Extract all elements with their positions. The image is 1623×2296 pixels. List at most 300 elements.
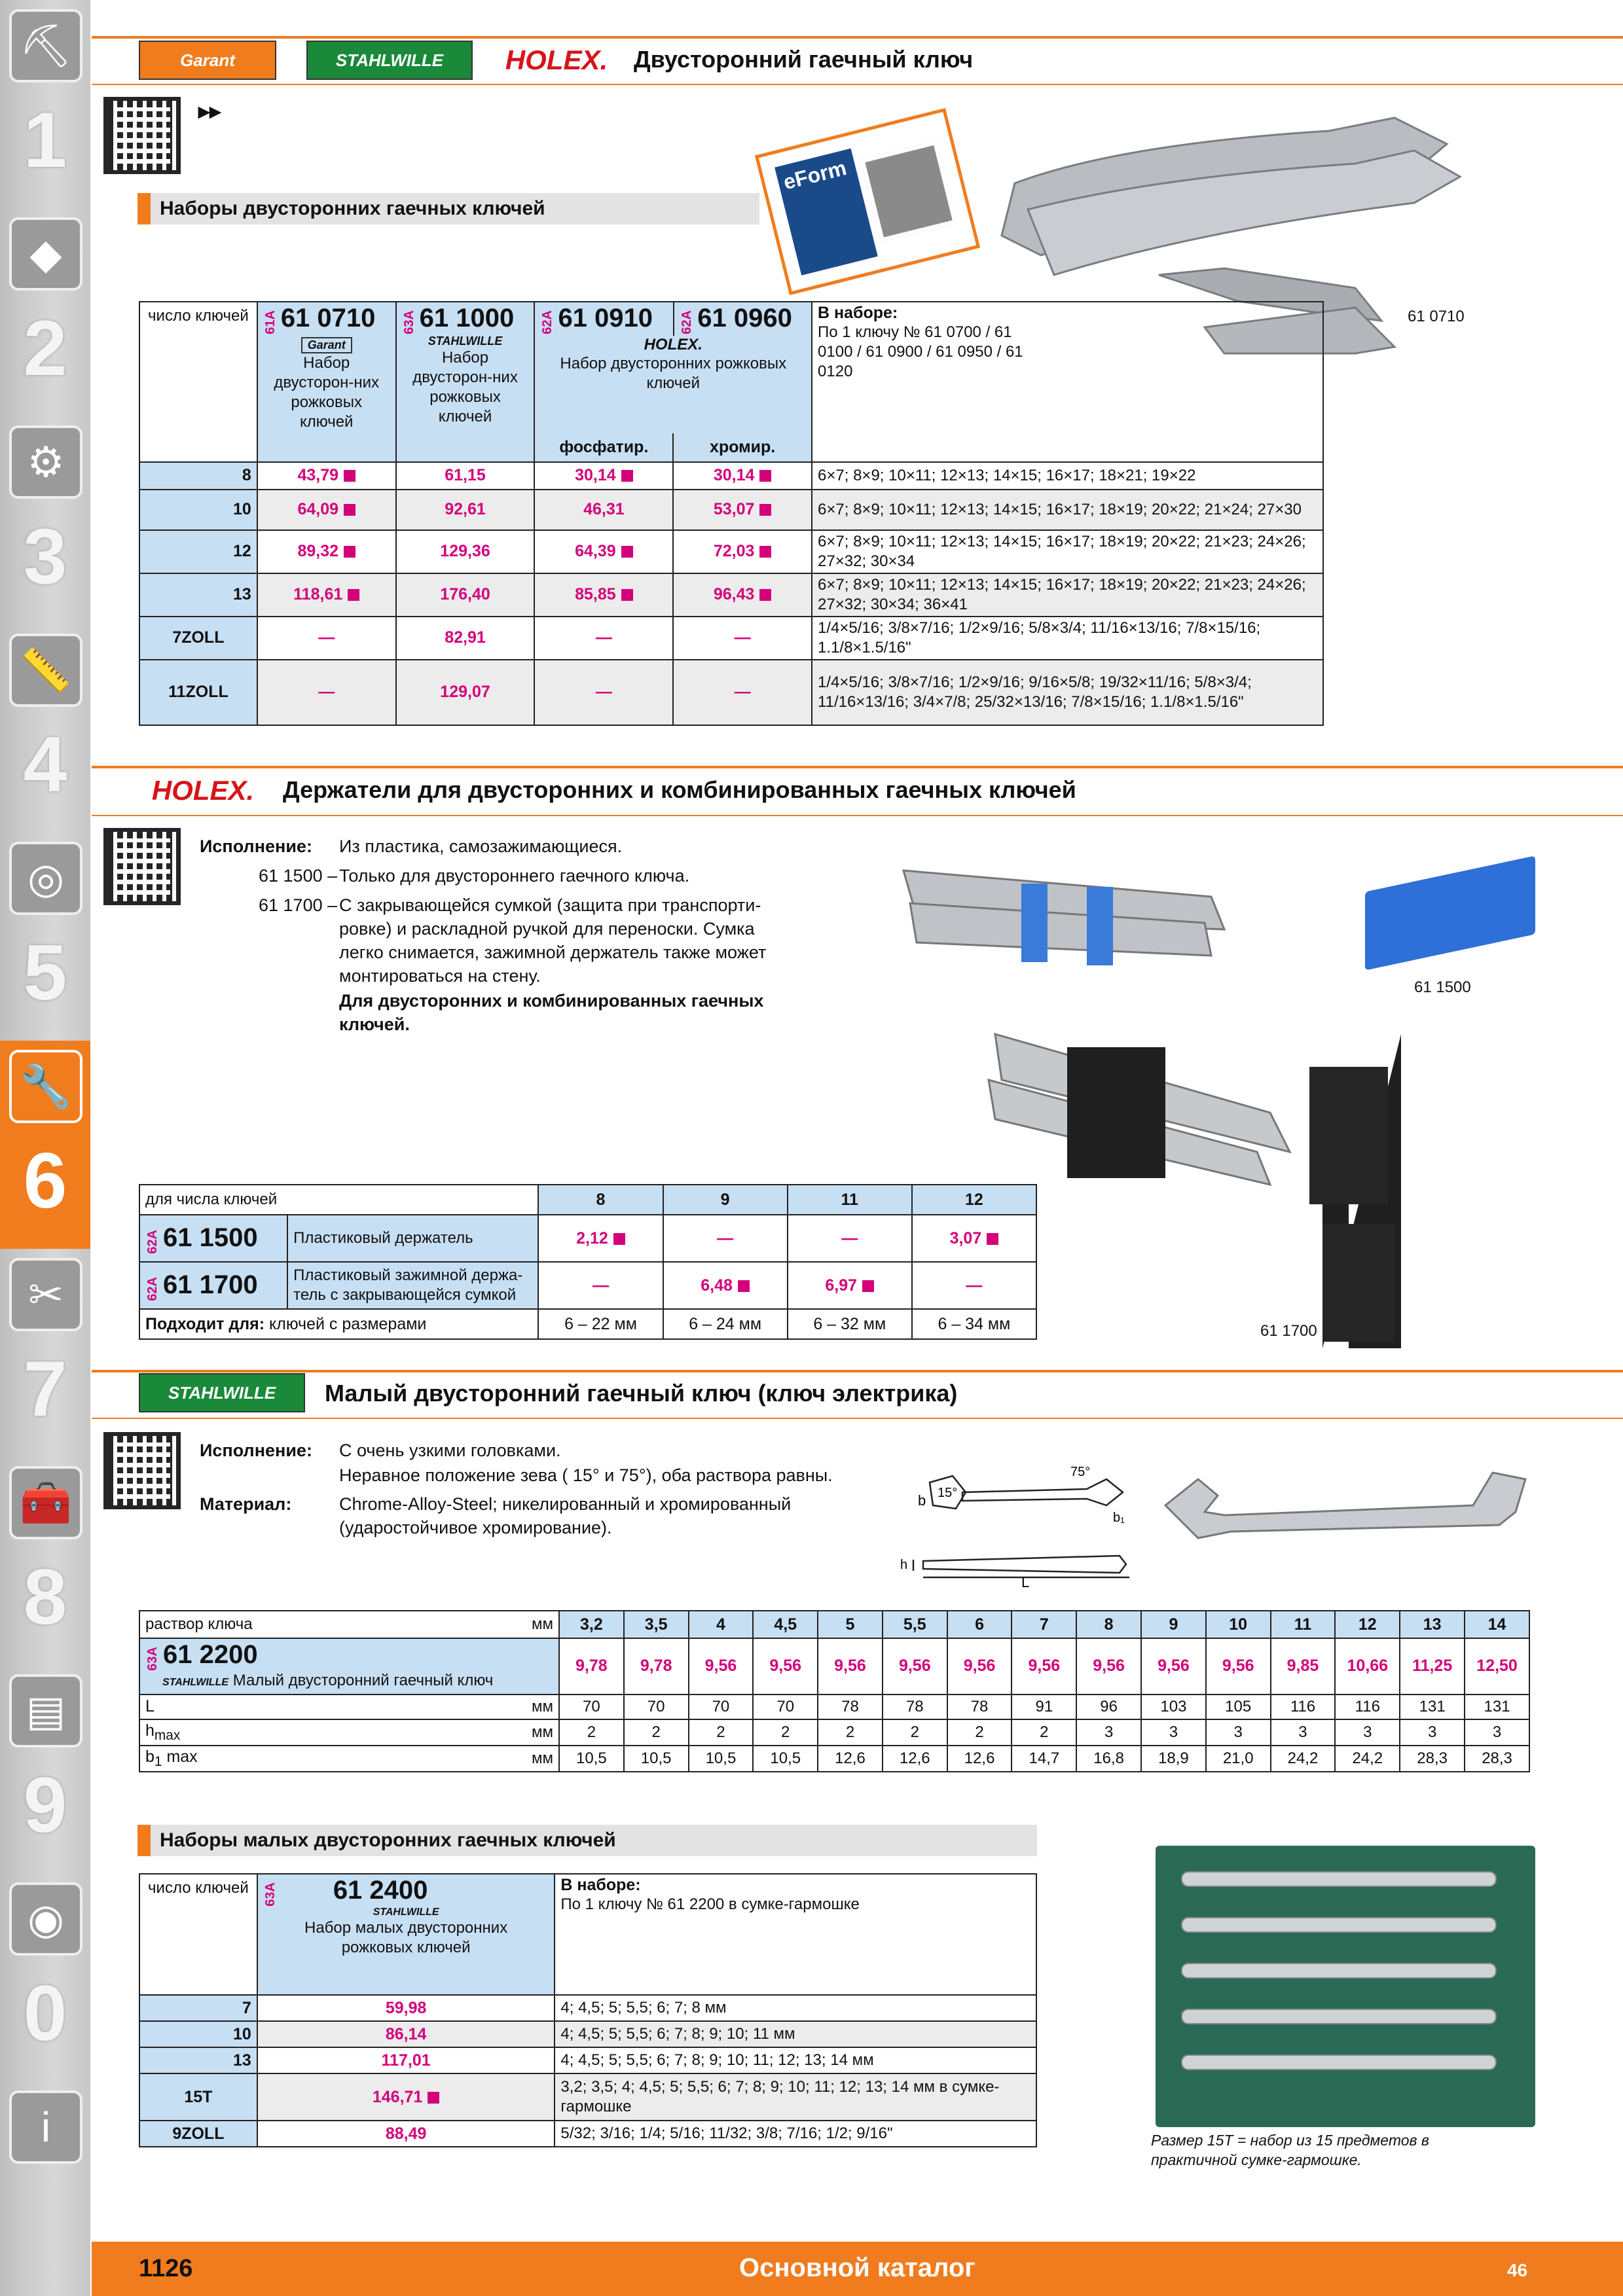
- product-code[interactable]: 61 1500: [163, 1223, 258, 1252]
- small-wrench-set-table: [139, 1873, 1037, 2147]
- price-cell: [624, 1638, 689, 1695]
- table-row: [139, 2121, 1036, 2147]
- unit: мм: [517, 1695, 559, 1719]
- chapter-tab-6[interactable]: [0, 1041, 90, 1249]
- fit-value: 6 – 24 мм: [663, 1309, 788, 1339]
- stock-marker-icon: [344, 470, 356, 482]
- price-value: 72,03: [713, 542, 755, 561]
- col-count: 8: [538, 1185, 663, 1215]
- stock-marker-icon: [344, 504, 356, 516]
- price-value: —: [595, 628, 612, 647]
- price-value: 82,91: [445, 628, 486, 647]
- product-code[interactable]: 61 2200: [163, 1640, 258, 1669]
- price-value: 61,15: [445, 466, 486, 485]
- product-desc: Набор двусторон-них рожковых ключей: [274, 353, 380, 431]
- row-label: $b_1$ max: [139, 1746, 517, 1772]
- section-rule: [92, 1370, 1623, 1372]
- material-text: Chrome-Alloy-Steel; никелированный и хромированный (ударостойчивое хромирование).: [339, 1494, 792, 1537]
- price-value: 9,56: [1222, 1657, 1254, 1676]
- key-count: 13: [139, 573, 257, 617]
- price-value: 6,97: [825, 1276, 858, 1295]
- chapter-number: 4: [23, 721, 67, 808]
- table-row: [139, 2021, 1036, 2047]
- table-row: [139, 1995, 1036, 2021]
- chapter-sidebar: [0, 0, 90, 2296]
- stock-marker-icon: [613, 1233, 625, 1245]
- chapter-tab-2[interactable]: [0, 208, 90, 416]
- group-code: 62A: [540, 310, 555, 334]
- price-cell: [534, 490, 673, 530]
- product-code[interactable]: 61 1700: [163, 1270, 258, 1299]
- dimension-value: 2: [947, 1719, 1012, 1746]
- holder-photo: [897, 844, 1231, 988]
- price-value: 9,85: [1286, 1657, 1319, 1676]
- chapter-tab-8[interactable]: [0, 1457, 90, 1665]
- price-cell: [534, 573, 673, 617]
- table-row: [139, 1262, 1036, 1309]
- price-value: —: [966, 1276, 983, 1295]
- price-cell: [673, 617, 812, 660]
- key-count: 11ZOLL: [139, 660, 257, 725]
- page-footer: [92, 2242, 1623, 2296]
- price-value: 11,25: [1412, 1657, 1453, 1676]
- price-value: —: [734, 628, 751, 647]
- section-title: Держатели для двусторонних и комбинированных гаечных ключей: [283, 776, 1076, 803]
- dimension-value: 28,3: [1400, 1746, 1465, 1772]
- price-cell: [538, 1215, 663, 1262]
- svg-text:75°: 75°: [1070, 1465, 1091, 1479]
- svg-text:h: h: [900, 1558, 908, 1572]
- price-cell: [912, 1215, 1036, 1262]
- price-cell: [257, 2021, 555, 2047]
- price-cell: [1271, 1638, 1336, 1695]
- price-cell: [673, 660, 812, 725]
- price-value: 176,40: [440, 585, 490, 604]
- price-cell: [257, 462, 396, 490]
- dimension-value: 131: [1400, 1695, 1465, 1719]
- cabinet-icon: ▤: [9, 1674, 82, 1748]
- tool-holder-icon: ⚙: [9, 425, 82, 499]
- wrench-set-table: [139, 301, 1324, 726]
- price-value: 9,78: [640, 1657, 672, 1676]
- price-value: —: [595, 683, 612, 702]
- product-desc: Набор малых двусторонних рожковых ключей: [304, 1918, 508, 1956]
- price-value: 146,71: [372, 2087, 423, 2106]
- group-code: 61A: [263, 310, 278, 334]
- price-cell: [396, 490, 535, 530]
- dimension-value: 3: [1400, 1719, 1465, 1746]
- chapter-tab-3[interactable]: [0, 416, 90, 624]
- price-cell: [396, 530, 535, 573]
- svg-text:15°: 15°: [938, 1486, 958, 1500]
- price-cell: [1206, 1638, 1271, 1695]
- qr-code[interactable]: [103, 97, 181, 174]
- dimension-value: 18,9: [1141, 1746, 1206, 1772]
- price-value: 2,12: [576, 1229, 608, 1247]
- size-col: 4,5: [753, 1611, 818, 1638]
- cutting-insert-icon: ◆: [9, 217, 82, 291]
- col-count: 9: [663, 1185, 788, 1215]
- price-value: —: [717, 1229, 734, 1247]
- price-value: 12,50: [1476, 1657, 1518, 1676]
- dimension-value: 116: [1335, 1695, 1400, 1719]
- price-value: 85,85: [575, 585, 616, 604]
- product-desc: Малый двусторонний гаечный ключ: [232, 1671, 494, 1689]
- price-value: —: [318, 628, 335, 647]
- group-code: 63A: [401, 310, 416, 334]
- price-value: 64,39: [575, 542, 616, 561]
- size-col: 11: [1271, 1611, 1336, 1638]
- section-rule: [92, 84, 1623, 85]
- photo-caption: 61 1700: [1260, 1322, 1317, 1340]
- price-value: 9,56: [963, 1657, 996, 1676]
- size-col: 5: [818, 1611, 883, 1638]
- set-contents: 4; 4,5; 5; 5,5; 6; 7; 8; 9; 10; 11; 12; 13; 14 мм: [555, 2047, 1036, 2073]
- dimension-value: 10,5: [559, 1746, 624, 1772]
- dimension-value: 78: [947, 1695, 1012, 1719]
- grinding-disc-icon: ◎: [9, 842, 82, 915]
- price-value: 6,48: [701, 1276, 733, 1295]
- page-number: 1126: [139, 2255, 193, 2282]
- spec-text: Из пластика, самозажимающиеся.: [339, 836, 623, 856]
- item-text: Только для двустороннего гаечного ключа.: [339, 866, 690, 886]
- size-header: раствор ключа: [139, 1611, 517, 1638]
- price-cell: [257, 490, 396, 530]
- price-cell: [673, 530, 812, 573]
- price-value: 64,09: [297, 500, 338, 519]
- dimension-value: 105: [1206, 1695, 1271, 1719]
- stock-marker-icon: [344, 546, 356, 558]
- set-contents: 6×7; 8×9; 10×11; 12×13; 14×15; 16×17; 18×21; 19×22: [812, 462, 1323, 490]
- count-header: для числа ключей: [139, 1185, 538, 1215]
- chapter-tab-7[interactable]: [0, 1249, 90, 1457]
- stahlwille-logo: STAHLWILLE: [162, 1676, 229, 1688]
- item-text: С закрывающейся сумкой (защита при транспорти-ровке) и раскладной ручкой для переноски. Сумка легко снимается, зажимной держатель также может монтироваться на стену.: [339, 895, 767, 986]
- dimension-value: 3: [1141, 1719, 1206, 1746]
- electrician-wrench-table: [139, 1610, 1530, 1772]
- stock-marker-icon: [759, 470, 771, 482]
- table-row: [139, 573, 1323, 617]
- dimension-value: 2: [624, 1719, 689, 1746]
- table-row: [139, 462, 1323, 490]
- caliper-icon: 📏: [9, 634, 82, 707]
- set-contents: 1/4×5/16; 3/8×7/16; 1/2×9/16; 5/8×3/4; 11/16×13/16; 7/8×15/16; 1.1/8×1.5/16": [812, 617, 1323, 660]
- catalog-title: Основной каталог: [739, 2253, 976, 2282]
- photo-caption: Размер 15T = набор из 15 предметов в практичной сумке-гармошке.: [1151, 2132, 1429, 2168]
- dimension-value: 103: [1141, 1695, 1206, 1719]
- price-cell: [396, 573, 535, 617]
- size-col: 5,5: [883, 1611, 947, 1638]
- dimension-value: 3: [1465, 1719, 1529, 1746]
- section-rule: [92, 36, 1623, 39]
- stock-marker-icon: [759, 589, 771, 601]
- holex-logo: HOLEX.: [644, 335, 702, 353]
- svg-text:L: L: [1021, 1574, 1030, 1587]
- chapter-tab-0[interactable]: [0, 1873, 90, 2081]
- table-row: [139, 2073, 1036, 2121]
- product-desc: Пластиковый зажимной держа-тель с закрывающейся сумкой: [287, 1262, 538, 1309]
- price-value: 9,56: [1158, 1657, 1190, 1676]
- garant-logo: Garant: [301, 337, 352, 353]
- section-rule: [92, 815, 1623, 816]
- chapter-number: 1: [23, 96, 67, 184]
- price-cell: [673, 573, 812, 617]
- price-value: 86,14: [385, 2024, 427, 2043]
- size-col: 4: [689, 1611, 754, 1638]
- table-row: [139, 2047, 1036, 2073]
- price-cell: [534, 660, 673, 725]
- chapter-tab-9[interactable]: [0, 1665, 90, 1873]
- col-count: 11: [788, 1185, 912, 1215]
- price-cell: [1141, 1638, 1206, 1695]
- section-rule: [92, 766, 1623, 768]
- price-cell: [534, 462, 673, 490]
- holder-61-1700-photo: [982, 1008, 1401, 1348]
- unit: мм: [517, 1746, 559, 1772]
- group-code: 62A: [145, 1229, 160, 1254]
- product-desc: Набор двусторонних рожковых ключей: [560, 354, 787, 392]
- dimension-value: 70: [624, 1695, 689, 1719]
- price-cell: [396, 462, 535, 490]
- product-code[interactable]: 61 1000: [419, 304, 515, 332]
- col-61-2400: [257, 1874, 555, 1995]
- size-col: 12: [1335, 1611, 1400, 1638]
- page-code: 46: [1507, 2260, 1528, 2280]
- stock-marker-icon: [759, 504, 771, 516]
- stock-marker-icon: [621, 589, 633, 601]
- chapter-tab-info[interactable]: [0, 2081, 90, 2289]
- price-value: 30,14: [713, 466, 755, 485]
- dimension-value: 91: [1012, 1695, 1076, 1719]
- price-cell: [257, 660, 396, 725]
- chapter-number: 7: [23, 1345, 67, 1433]
- fit-row-label: [139, 1309, 538, 1339]
- dimension-value: 3: [1271, 1719, 1336, 1746]
- product-cell: [139, 1262, 287, 1309]
- price-value: 9,56: [704, 1657, 737, 1676]
- price-cell: [534, 530, 673, 573]
- price-value: 88,49: [385, 2124, 427, 2143]
- forward-arrows-icon[interactable]: ▸▸: [198, 99, 221, 124]
- dimension-value: 12,6: [883, 1746, 947, 1772]
- price-cell: [396, 660, 535, 725]
- price-cell: [396, 617, 535, 660]
- chrom-label: хромир.: [673, 433, 812, 462]
- chapter-tab-1[interactable]: [0, 0, 90, 208]
- price-value: 59,98: [385, 1998, 427, 2017]
- dimension-value: 24,2: [1335, 1746, 1400, 1772]
- photo-caption: 61 0710: [1408, 308, 1465, 325]
- qr-code[interactable]: [103, 1432, 181, 1509]
- product-code[interactable]: 61 2400: [333, 1876, 428, 1905]
- price-value: —: [318, 683, 335, 702]
- group-code: 62A: [680, 310, 695, 334]
- key-count: 9ZOLL: [139, 2121, 257, 2147]
- row-label: L: [139, 1695, 517, 1719]
- tool-case-icon: 🧰: [9, 1466, 82, 1539]
- section-title: Малый двусторонний гаечный ключ (ключ электрика): [325, 1380, 958, 1407]
- material-label: Материал:: [200, 1494, 292, 1514]
- price-cell: [1012, 1638, 1076, 1695]
- price-value: 9,56: [1028, 1657, 1061, 1676]
- table-row: [139, 490, 1323, 530]
- size-col: 3,2: [559, 1611, 624, 1638]
- price-cell: [538, 1262, 663, 1309]
- set-contents: 6×7; 8×9; 10×11; 12×13; 14×15; 16×17; 18×19; 20×22; 21×23; 24×26; 27×32; 30×34: [812, 530, 1323, 573]
- subsection-heading: Наборы малых двусторонних гаечных ключей: [137, 1825, 1037, 1856]
- dimension-value: 3: [1206, 1719, 1271, 1746]
- price-value: —: [734, 683, 751, 702]
- price-cell: [883, 1638, 947, 1695]
- dimension-value: 14,7: [1012, 1746, 1076, 1772]
- price-value: 9,56: [834, 1657, 866, 1676]
- table-row: [139, 530, 1323, 573]
- set-contents-header: [555, 1874, 1036, 1995]
- price-cell: [689, 1638, 754, 1695]
- price-cell: [1076, 1638, 1141, 1695]
- price-value: —: [841, 1229, 858, 1247]
- chapter-number: 6: [23, 1137, 67, 1225]
- key-count: 7ZOLL: [139, 617, 257, 660]
- price-value: 89,32: [297, 542, 338, 561]
- section-title: Двусторонний гаечный ключ: [634, 46, 974, 73]
- size-col: 14: [1465, 1611, 1529, 1638]
- electrician-wrench-photo: [1159, 1466, 1539, 1551]
- price-value: 9,56: [769, 1657, 802, 1676]
- fit-value: 6 – 32 мм: [788, 1309, 912, 1339]
- dimension-value: 96: [1076, 1695, 1141, 1719]
- dimension-value: 10,5: [689, 1746, 754, 1772]
- item-code: 61 1700 –: [259, 895, 338, 915]
- dimension-value: 16,8: [1076, 1746, 1141, 1772]
- key-count: 13: [139, 2047, 257, 2073]
- price-cell: [673, 490, 812, 530]
- price-cell: [257, 2121, 555, 2147]
- dimension-value: 10,5: [624, 1746, 689, 1772]
- garant-logo: Garant: [139, 41, 276, 80]
- product-desc: Набор двусторон-них рожковых ключей: [412, 348, 518, 425]
- dimension-value: 2: [818, 1719, 883, 1746]
- count-header: число ключей: [139, 302, 257, 462]
- holex-logo: HOLEX.: [505, 45, 608, 75]
- eform-badge[interactable]: [755, 108, 980, 295]
- fit-label: Подходит для:: [145, 1314, 265, 1333]
- stock-marker-icon: [348, 589, 359, 601]
- stock-marker-icon: [987, 1233, 998, 1245]
- price-value: 96,43: [713, 585, 755, 604]
- price-cell: [753, 1638, 818, 1695]
- set-contents: 3,2; 3,5; 4; 4,5; 5; 5,5; 6; 7; 8; 9; 10; 11; 12; 13; 14 мм в сумке-гармошке: [555, 2073, 1036, 2121]
- stock-marker-icon: [862, 1280, 874, 1292]
- table-row: [139, 660, 1323, 725]
- dimension-value: 2: [689, 1719, 754, 1746]
- set-contents-header: [812, 302, 1323, 462]
- price-cell: [912, 1262, 1036, 1309]
- dimension-value: 12,6: [818, 1746, 883, 1772]
- price-cell: [257, 617, 396, 660]
- stock-marker-icon: [428, 2092, 439, 2104]
- price-cell: [559, 1638, 624, 1695]
- size-col: 10: [1206, 1611, 1271, 1638]
- group-code: 62A: [145, 1276, 160, 1301]
- dimension-value: 2: [1012, 1719, 1076, 1746]
- fit-value: 6 – 22 мм: [538, 1309, 663, 1339]
- chapter-number: 9: [23, 1761, 67, 1849]
- set-head: В наборе:: [818, 304, 898, 322]
- product-code[interactable]: 61 0910: [558, 304, 653, 332]
- price-cell: [663, 1215, 788, 1262]
- set-contents: 4; 4,5; 5; 5,5; 6; 7; 8 мм: [555, 1995, 1036, 2021]
- dimension-value: 131: [1465, 1695, 1529, 1719]
- key-count: 10: [139, 2021, 257, 2047]
- unit: мм: [517, 1611, 559, 1638]
- dimension-value: 2: [753, 1719, 818, 1746]
- price-value: 30,14: [575, 466, 616, 485]
- safety-goggles-icon: ◉: [9, 1882, 82, 1956]
- fit-text: ключей с размерами: [269, 1314, 427, 1333]
- product-code[interactable]: 61 0960: [697, 304, 792, 332]
- holder-table: [139, 1184, 1037, 1340]
- section-rule: [92, 1418, 1623, 1419]
- price-value: —: [593, 1276, 609, 1295]
- fit-value: 6 – 34 мм: [912, 1309, 1036, 1339]
- set-head: В наборе:: [560, 1876, 641, 1894]
- price-value: 9,56: [898, 1657, 931, 1676]
- product-code[interactable]: 61 0710: [280, 304, 376, 332]
- stahlwille-logo: STAHLWILLE: [428, 334, 503, 348]
- price-cell: [257, 2073, 555, 2121]
- dimension-value: 21,0: [1206, 1746, 1271, 1772]
- set-contents: 6×7; 8×9; 10×11; 12×13; 14×15; 16×17; 18×19; 20×22; 21×24; 27×30: [812, 490, 1323, 530]
- holder-61-1500-photo: [1365, 855, 1535, 970]
- set-contents: 5/32; 3/16; 1/4; 5/16; 11/32; 3/8; 7/16; 1/2; 9/16": [555, 2121, 1036, 2147]
- qr-code[interactable]: [103, 828, 181, 905]
- chapter-tab-4[interactable]: [0, 624, 90, 833]
- price-cell: [788, 1215, 912, 1262]
- phos-label: фосфатир.: [534, 433, 673, 462]
- price-cell: [673, 462, 812, 490]
- col-count: 12: [912, 1185, 1036, 1215]
- chapter-number: 2: [23, 304, 67, 392]
- group-code: 63A: [145, 1647, 160, 1671]
- chapter-tab-5[interactable]: [0, 833, 90, 1041]
- group-code: 63A: [263, 1882, 278, 1907]
- chapter-number: 0: [23, 1969, 67, 2057]
- price-value: 9,78: [575, 1657, 608, 1676]
- price-value: 43,79: [297, 466, 338, 485]
- chapter-number: 3: [23, 512, 67, 600]
- dimension-value: 70: [689, 1695, 754, 1719]
- price-cell: [257, 1995, 555, 2021]
- stock-marker-icon: [738, 1280, 750, 1292]
- form-icon: [860, 141, 957, 242]
- subsection-heading: Наборы двусторонних гаечных ключей: [137, 193, 759, 224]
- price-cell: [1465, 1638, 1529, 1695]
- col-holex: [534, 302, 812, 433]
- price-cell: [818, 1638, 883, 1695]
- price-value: 10,66: [1347, 1657, 1389, 1676]
- holex-logo: HOLEX.: [151, 775, 255, 806]
- svg-text:b₁: b₁: [1113, 1511, 1125, 1525]
- size-col: 13: [1400, 1611, 1465, 1638]
- drill-icon: ⛏: [9, 9, 82, 82]
- key-count: 15T: [139, 2073, 257, 2121]
- item-code: 61 1500 –: [259, 866, 338, 886]
- dimension-value: 2: [883, 1719, 947, 1746]
- price-value: 46,31: [583, 500, 625, 519]
- chapter-number: 5: [23, 929, 67, 1016]
- product-desc: Пластиковый держатель: [287, 1215, 538, 1262]
